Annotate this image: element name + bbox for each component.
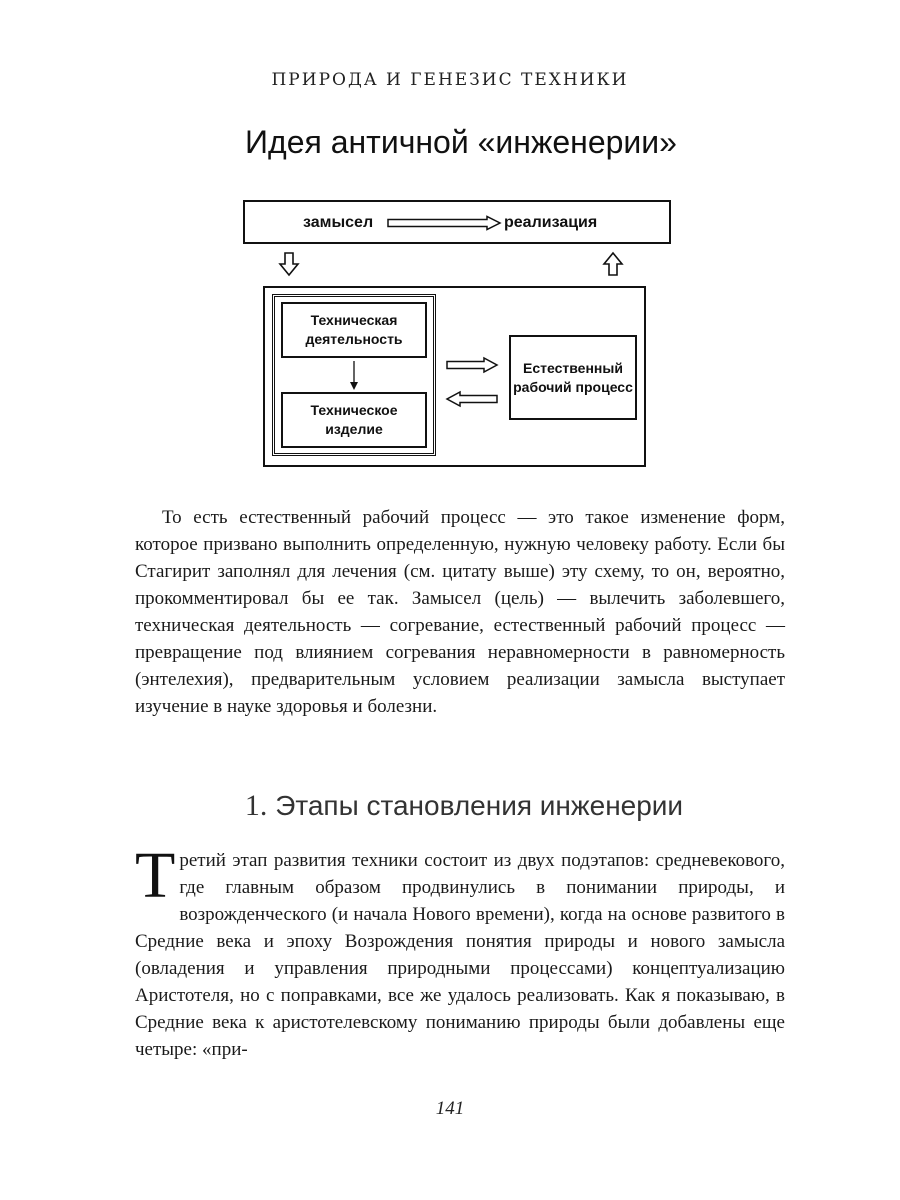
realization-label: реализация: [504, 214, 598, 231]
double-arrow-right-icon: [387, 216, 502, 230]
figure-title: Идея античной «инженерии»: [245, 124, 677, 160]
page-number: 141: [435, 1098, 465, 1119]
natural-process-label: Естественный рабочий процесс: [513, 359, 633, 395]
paragraph-text: То есть естественный рабочий процесс — это такое изменение форм, которое призвано выполнить определенную, нужную человеку работу. Если бы Стагирит заполнял для лечения (см. цитату выше) эту схему, то он, вероятно, прокомментировал бы ее так. Замысел (цель) — вылечить заболевшего, техническая деятельность — согревание, естественный рабочий процесс — превращение под влиянием согревания неравномерности в равномерность (энтелехия), предварительным условием реализации замысла выступает изучение в науке здоровья и болезни.: [135, 507, 785, 717]
body-paragraph-1: [135, 504, 785, 720]
technical-product-label: Техническое изделие: [310, 402, 398, 437]
hollow-arrow-up-icon: [603, 252, 623, 276]
technical-activity-box: [281, 302, 427, 358]
double-arrow-right-icon: [446, 357, 498, 373]
section-title: Этапы становления инженерии: [275, 790, 684, 821]
section-heading: [0, 789, 900, 823]
intent-label: замысел: [303, 214, 374, 231]
section-number: 1.: [244, 789, 268, 822]
body-paragraph-2: [135, 839, 785, 1063]
drop-cap: Т: [135, 839, 176, 912]
technical-activity-label: Техническая деятельность: [305, 312, 403, 347]
natural-process-box: [509, 335, 637, 420]
running-head: ПРИРОДА И ГЕНЕЗИС ТЕХНИКИ: [271, 70, 629, 90]
paragraph-text: ретий этап развития техники состоит из двух подэтапов: средневекового, где главным образом продвинулись в понимании природы, и возрожденческого (и начала Нового времени), когда на основе развитого в Средние века и эпоху Возрождения понятия природы и нового замысла (овладения и управления природными процессами) концептуализацию Аристотеля, но с поправками, все же удалось реализовать. Как я показываю, в Средние века к аристотелевскому пониманию природы были добавлены еще четыре: «при-: [135, 850, 785, 1060]
hollow-arrow-down-icon: [279, 252, 299, 276]
arrow-down-icon: [349, 361, 359, 391]
technical-product-box: [281, 392, 427, 448]
intent-realization-box: [243, 200, 671, 244]
double-arrow-left-icon: [446, 391, 498, 407]
